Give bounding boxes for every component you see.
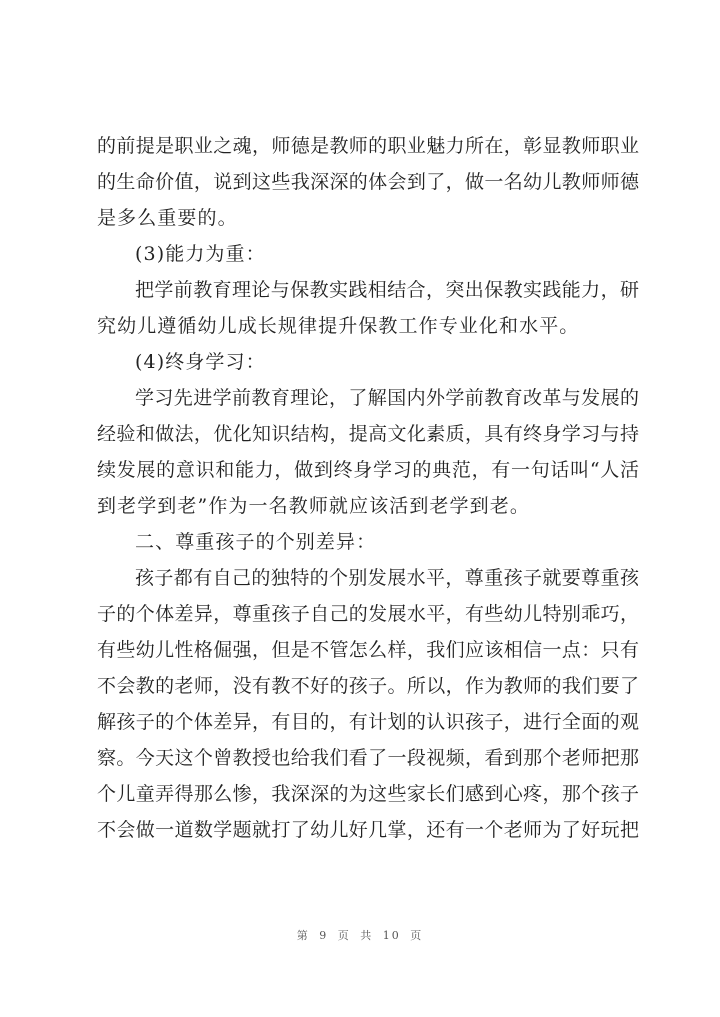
text-line: 是多么重要的。 (97, 207, 238, 229)
document-body (97, 128, 639, 848)
text-line: 经验和做法，优化知识结构，提高文化素质，具有终身学习与持 (97, 423, 639, 445)
text-line: 子的个体差异，尊重孩子自己的发展水平，有些幼儿特别乖巧， (97, 603, 639, 625)
text-line: 把学前教育理论与保教实践相结合，突出保教实践能力，研 (135, 279, 639, 301)
section-heading: (4)终身学习： (135, 351, 266, 373)
section-heading: 二、尊重孩子的个别差异： (135, 531, 377, 553)
text-line: 个儿童弄得那么惨，我深深的为这些家长们感到心疼，那个孩子 (97, 783, 639, 805)
text-line: 察。今天这个曾教授也给我们看了一段视频，看到那个老师把那 (97, 747, 639, 769)
text-line: 不会教的老师，没有教不好的孩子。所以，作为教师的我们要了 (97, 675, 639, 697)
page-number-footer: 第 9 页 共 10 页 (296, 929, 424, 942)
text-line: 解孩子的个体差异，有目的，有计划的认识孩子，进行全面的观 (97, 711, 639, 733)
text-line: 学习先进学前教育理论，了解国内外学前教育改革与发展的 (135, 387, 639, 409)
text-line: 不会做一道数学题就打了幼儿好几掌，还有一个老师为了好玩把 (97, 819, 639, 841)
text-line: 的生命价值，说到这些我深深的体会到了，做一名幼儿教师师德 (97, 171, 639, 193)
text-line: 到老学到老”作为一名教师就应该活到老学到老。 (97, 495, 530, 517)
text-line: 续发展的意识和能力，做到终身学习的典范，有一句话叫“人活 (97, 459, 639, 481)
text-line: 究幼儿遵循幼儿成长规律提升保教工作专业化和水平。 (97, 315, 580, 337)
text-line: 孩子都有自己的独特的个别发展水平，尊重孩子就要尊重孩 (135, 567, 639, 589)
text-line: 有些幼儿性格倔强，但是不管怎么样，我们应该相信一点：只有 (97, 639, 639, 661)
section-heading: (3)能力为重： (135, 243, 266, 265)
text-line: 的前提是职业之魂，师德是教师的职业魅力所在，彰显教师职业 (97, 135, 639, 157)
